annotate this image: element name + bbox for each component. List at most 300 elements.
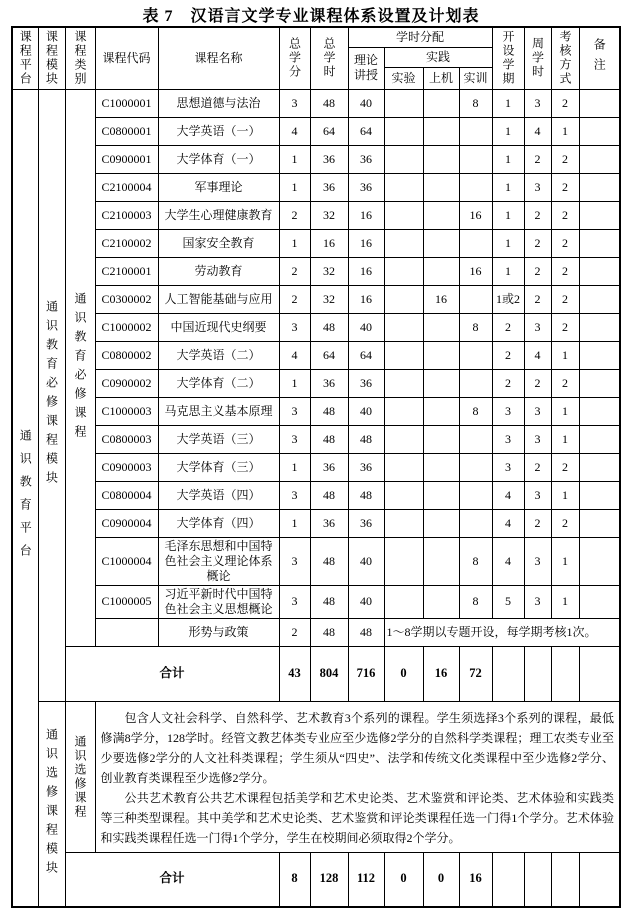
course-row [12,481,620,509]
cell-experiment-hours [384,145,423,173]
cell-total-credits: 3 [279,425,310,453]
cell-assessment: 2 [551,509,579,537]
course-plan-table [11,26,621,908]
header-training: 实训 [459,67,492,89]
cell-course-code: C2100004 [95,173,158,201]
cell-total-hours: 64 [310,341,348,369]
cell-semester: 3 [492,425,524,453]
cell-theory-hours: 64 [348,117,384,145]
cell-total-credits: 1 [279,369,310,397]
section2-category-cell [65,701,95,852]
cell-training-hours [459,481,492,509]
cell-total-credits: 1 [279,229,310,257]
cell-experiment-hours [384,341,423,369]
cell-remark [579,481,620,509]
cell-training-hours [459,453,492,481]
cell-theory-hours: 16 [348,257,384,285]
cell-training-hours [459,229,492,257]
cell-total-credits: 2 [279,201,310,229]
cell-total-hours: 36 [310,173,348,201]
course-row [12,509,620,537]
cell-total-hours: 48 [310,481,348,509]
category-cell-label: 通识教育必修课程 [73,291,87,444]
cell-experiment-hours [384,117,423,145]
cell-course-code: C0900001 [95,145,158,173]
cell-assessment: 2 [551,453,579,481]
course-row [12,313,620,341]
cell-theory-hours: 16 [348,285,384,313]
header-remark-label: 备注 [592,38,607,79]
course-row [12,618,620,646]
cell-total-credits: 2 [279,285,310,313]
cell-total-hours: 16 [310,229,348,257]
cell-theory-hours: 36 [348,509,384,537]
section1-total-semester [492,646,524,701]
cell-experiment-hours [384,481,423,509]
header-computer: 上机 [423,67,459,89]
cell-weekly-hours: 4 [524,341,551,369]
course-row [12,201,620,229]
header-total-credits-label: 总学分 [287,37,302,80]
cell-weekly-hours: 3 [524,313,551,341]
cell-course-code: C1000001 [95,89,158,117]
cell-computer-hours [423,117,459,145]
module-cell [38,89,65,701]
cell-note: 1～8学期以专题开设，每学期考核1次。 [384,618,620,646]
cell-training-hours: 8 [459,313,492,341]
cell-course-name: 毛泽东思想和中国特色社会主义理论体系概论 [158,537,279,585]
cell-experiment-hours [384,201,423,229]
section2-module-cell [38,701,65,907]
cell-course-code: C2100001 [95,257,158,285]
cell-theory-hours: 40 [348,585,384,618]
cell-experiment-hours [384,285,423,313]
cell-course-name: 大学体育（三） [158,453,279,481]
course-row [12,369,620,397]
cell-total-credits: 3 [279,313,310,341]
cell-semester: 2 [492,341,524,369]
section2-total-weekly [524,852,551,907]
cell-experiment-hours [384,313,423,341]
cell-total-credits: 1 [279,453,310,481]
cell-theory-hours: 48 [348,481,384,509]
platform-cell [12,89,38,907]
cell-training-hours [459,285,492,313]
header-weekly-hours-label: 周学时 [530,37,545,80]
cell-computer-hours [423,537,459,585]
section1-total-computer: 16 [423,646,459,701]
cell-assessment: 2 [551,257,579,285]
cell-assessment: 1 [551,481,579,509]
cell-assessment: 2 [551,201,579,229]
cell-course-code: C0900002 [95,369,158,397]
cell-theory-hours: 64 [348,341,384,369]
cell-weekly-hours: 4 [524,117,551,145]
cell-training-hours: 16 [459,201,492,229]
cell-total-credits: 1 [279,173,310,201]
cell-training-hours [459,369,492,397]
section1-total-label: 合计 [65,646,279,701]
cell-experiment-hours [384,89,423,117]
cell-weekly-hours: 2 [524,509,551,537]
cell-course-name: 大学体育（二） [158,369,279,397]
cell-theory-hours: 16 [348,229,384,257]
cell-course-code: C1000003 [95,397,158,425]
cell-course-name: 大学英语（四） [158,481,279,509]
cell-total-credits: 3 [279,537,310,585]
cell-experiment-hours [384,585,423,618]
cell-assessment: 1 [551,117,579,145]
cell-computer-hours [423,145,459,173]
table-title: 表 7 汉语言文学专业课程体系设置及计划表 [142,8,480,25]
cell-training-hours [459,145,492,173]
course-row [12,341,620,369]
header-course-category [65,27,95,89]
section2-total-credits: 8 [279,852,310,907]
header-total-hours [310,27,348,89]
cell-theory-hours: 40 [348,537,384,585]
cell-computer-hours [423,453,459,481]
cell-remark [579,453,620,481]
section1-total-assessment [551,646,579,701]
header-row-1 [12,27,620,47]
cell-remark [579,369,620,397]
cell-experiment-hours [384,537,423,585]
cell-weekly-hours: 2 [524,145,551,173]
course-row [12,285,620,313]
cell-course-code [95,618,158,646]
section2-total-remark [579,852,620,907]
cell-computer-hours [423,509,459,537]
cell-course-name: 大学英语（二） [158,341,279,369]
cell-theory-hours: 36 [348,173,384,201]
cell-computer-hours [423,341,459,369]
section1-total-credits: 43 [279,646,310,701]
cell-semester: 1 [492,173,524,201]
cell-remark [579,425,620,453]
section1-total-row [12,646,620,701]
cell-assessment: 2 [551,229,579,257]
cell-total-credits: 3 [279,481,310,509]
cell-weekly-hours: 3 [524,397,551,425]
cell-total-hours: 36 [310,369,348,397]
cell-semester: 2 [492,313,524,341]
cell-course-name: 习近平新时代中国特色社会主义思想概论 [158,585,279,618]
cell-course-code: C0800001 [95,117,158,145]
cell-assessment: 1 [551,537,579,585]
section1-total-remark [579,646,620,701]
cell-course-name: 军事理论 [158,173,279,201]
header-semester-label: 开设学期 [501,30,516,87]
cell-theory-hours: 36 [348,453,384,481]
module-cell-label: 通识教育必修课程模块 [44,300,59,490]
cell-remark [579,173,620,201]
header-weekly-hours [524,27,551,89]
cell-remark [579,257,620,285]
cell-assessment: 1 [551,397,579,425]
cell-course-code: C0900003 [95,453,158,481]
cell-computer-hours [423,481,459,509]
cell-total-hours: 32 [310,201,348,229]
cell-computer-hours [423,229,459,257]
cell-total-credits: 2 [279,618,310,646]
cell-computer-hours [423,369,459,397]
cell-computer-hours [423,89,459,117]
cell-weekly-hours: 3 [524,585,551,618]
cell-training-hours: 8 [459,537,492,585]
cell-course-name: 大学英语（一） [158,117,279,145]
cell-remark [579,285,620,313]
cell-total-hours: 48 [310,537,348,585]
cell-total-credits: 3 [279,89,310,117]
cell-course-name: 国家安全教育 [158,229,279,257]
cell-course-code: C1000002 [95,313,158,341]
cell-theory-hours: 40 [348,313,384,341]
section2-total-training: 16 [459,852,492,907]
header-semester [492,27,524,89]
platform-cell-label: 通识教育平台 [18,428,33,567]
cell-semester: 1 [492,89,524,117]
cell-course-code: C0800004 [95,481,158,509]
cell-experiment-hours [384,509,423,537]
cell-remark [579,341,620,369]
cell-computer-hours [423,313,459,341]
cell-experiment-hours [384,397,423,425]
cell-course-code: C2100003 [95,201,158,229]
header-total-hours-label: 总学时 [322,37,336,80]
cell-total-credits: 3 [279,585,310,618]
course-row [12,117,620,145]
cell-weekly-hours: 3 [524,537,551,585]
cell-total-credits: 1 [279,145,310,173]
cell-course-code: C1000005 [95,585,158,618]
section2-total-row [12,852,620,907]
section2-description-cell [95,701,620,852]
cell-total-hours: 48 [310,618,348,646]
cell-weekly-hours: 2 [524,201,551,229]
header-total-credits [279,27,310,89]
section1-total-experiment: 0 [384,646,423,701]
course-row [12,173,620,201]
cell-experiment-hours [384,369,423,397]
cell-remark [579,117,620,145]
cell-total-hours: 64 [310,117,348,145]
cell-computer-hours [423,201,459,229]
cell-total-hours: 32 [310,257,348,285]
header-course-code: 课程代码 [95,27,158,89]
cell-remark [579,145,620,173]
cell-remark [579,313,620,341]
section2-total-experiment: 0 [384,852,423,907]
header-hour-allocation: 学时分配 [348,27,492,47]
header-course-module [38,27,65,89]
cell-total-hours: 36 [310,509,348,537]
cell-theory-hours: 40 [348,397,384,425]
cell-remark [579,537,620,585]
cell-total-hours: 48 [310,397,348,425]
section2-total-label: 合计 [65,852,279,907]
section2-category-label: 通识选修课程 [73,734,87,819]
section1-total-theory: 716 [348,646,384,701]
cell-total-credits: 4 [279,341,310,369]
header-assessment [551,27,579,89]
cell-weekly-hours: 2 [524,229,551,257]
section2-total-assessment [551,852,579,907]
cell-experiment-hours [384,425,423,453]
section1-total-hours: 804 [310,646,348,701]
cell-semester: 1 [492,229,524,257]
cell-semester: 1或2 [492,285,524,313]
cell-experiment-hours [384,173,423,201]
cell-remark [579,89,620,117]
cell-semester: 4 [492,481,524,509]
cell-computer-hours: 16 [423,285,459,313]
section1-total-training: 72 [459,646,492,701]
cell-weekly-hours: 2 [524,369,551,397]
cell-remark [579,397,620,425]
cell-total-credits: 2 [279,257,310,285]
cell-theory-hours: 36 [348,145,384,173]
cell-computer-hours [423,257,459,285]
cell-total-credits: 3 [279,397,310,425]
cell-assessment: 1 [551,585,579,618]
section2-module-label: 通识选修课程模块 [44,727,59,880]
cell-training-hours [459,117,492,145]
cell-semester: 4 [492,537,524,585]
cell-assessment: 2 [551,313,579,341]
cell-weekly-hours: 3 [524,89,551,117]
cell-remark [579,229,620,257]
cell-course-name: 劳动教育 [158,257,279,285]
header-assessment-label: 考核方式 [558,30,573,87]
course-row [12,397,620,425]
section2-description-paragraph-1: 包含人文社会科学、自然科学、艺术教育3个系列的课程。学生须选择3个系列的课程，最低修满8学分，128学时。经管文教艺体类专业应至少选修2学分的自然科学类课程；理工农类专业至少要选修2学分的人文社科类课程；学生须从“四史”、法学和传统文化类课程中至少选修2学分、创业教育类课程至少选修2学分。 [100,710,615,785]
cell-training-hours [459,173,492,201]
cell-semester: 3 [492,397,524,425]
section2-total-semester [492,852,524,907]
cell-course-name: 人工智能基础与应用 [158,285,279,313]
course-row [12,257,620,285]
cell-experiment-hours [384,257,423,285]
course-row [12,537,620,585]
cell-course-name: 大学生心理健康教育 [158,201,279,229]
cell-total-hours: 48 [310,89,348,117]
cell-semester: 1 [492,257,524,285]
cell-semester: 1 [492,201,524,229]
cell-course-name: 大学英语（三） [158,425,279,453]
cell-weekly-hours: 2 [524,453,551,481]
category-cell [65,89,95,646]
cell-training-hours: 16 [459,257,492,285]
cell-training-hours: 8 [459,89,492,117]
cell-course-name: 中国近现代史纲要 [158,313,279,341]
section2-total-hours: 128 [310,852,348,907]
cell-training-hours: 8 [459,585,492,618]
cell-course-code: C2100002 [95,229,158,257]
cell-computer-hours [423,397,459,425]
cell-assessment: 2 [551,369,579,397]
header-course-platform-label: 课程平台 [18,30,33,87]
cell-remark [579,201,620,229]
header-course-platform [12,27,38,89]
cell-assessment: 2 [551,145,579,173]
header-course-module-label: 课程模块 [44,30,59,87]
cell-course-name: 思想道德与法治 [158,89,279,117]
cell-experiment-hours [384,229,423,257]
cell-total-hours: 36 [310,453,348,481]
course-row [12,89,620,117]
cell-course-code: C0900004 [95,509,158,537]
cell-theory-hours: 16 [348,201,384,229]
cell-theory-hours: 48 [348,425,384,453]
header-practice: 实践 [384,47,492,67]
header-course-category-label: 课程类别 [73,30,87,87]
cell-total-credits: 1 [279,509,310,537]
header-experiment: 实验 [384,67,423,89]
cell-assessment: 1 [551,341,579,369]
cell-theory-hours: 40 [348,89,384,117]
cell-total-hours: 48 [310,585,348,618]
cell-weekly-hours: 3 [524,481,551,509]
cell-computer-hours [423,585,459,618]
cell-course-code: C0300002 [95,285,158,313]
cell-semester: 1 [492,145,524,173]
cell-training-hours [459,509,492,537]
course-row [12,585,620,618]
cell-semester: 2 [492,369,524,397]
cell-semester: 3 [492,453,524,481]
cell-weekly-hours: 3 [524,425,551,453]
cell-weekly-hours: 2 [524,257,551,285]
course-row [12,145,620,173]
cell-computer-hours [423,173,459,201]
cell-total-credits: 4 [279,117,310,145]
section2-description-row [12,701,620,852]
cell-training-hours: 8 [459,397,492,425]
cell-weekly-hours: 3 [524,173,551,201]
cell-total-hours: 36 [310,145,348,173]
course-row [12,425,620,453]
cell-assessment: 2 [551,285,579,313]
course-row [12,453,620,481]
section2-total-theory: 112 [348,852,384,907]
cell-course-code: C1000004 [95,537,158,585]
cell-semester: 1 [492,117,524,145]
cell-course-name: 马克思主义基本原理 [158,397,279,425]
cell-weekly-hours: 2 [524,285,551,313]
course-row [12,229,620,257]
section2-description-paragraph-2: 公共艺术教育公共艺术课程包括美学和艺术史论类、艺术鉴赏和评论类、艺术体验和实践类等三种类型课程。其中美学和艺术史论类、艺术鉴赏和评论类课程任选一门得1个学分。艺术体验和实践类课程任选一门得1个学分，学生在校期间必须取得2个学分。 [100,790,615,845]
section2-total-computer: 0 [423,852,459,907]
cell-course-name: 大学体育（四） [158,509,279,537]
cell-assessment: 2 [551,173,579,201]
cell-total-hours: 48 [310,313,348,341]
cell-course-code: C0800003 [95,425,158,453]
cell-experiment-hours [384,453,423,481]
cell-semester: 5 [492,585,524,618]
cell-training-hours [459,341,492,369]
section1-total-weekly [524,646,551,701]
cell-theory-hours: 48 [348,618,384,646]
cell-assessment: 2 [551,89,579,117]
header-course-name: 课程名称 [158,27,279,89]
cell-remark [579,509,620,537]
header-remark [579,27,620,89]
cell-total-hours: 32 [310,285,348,313]
cell-remark [579,585,620,618]
cell-computer-hours [423,425,459,453]
cell-course-name: 形势与政策 [158,618,279,646]
